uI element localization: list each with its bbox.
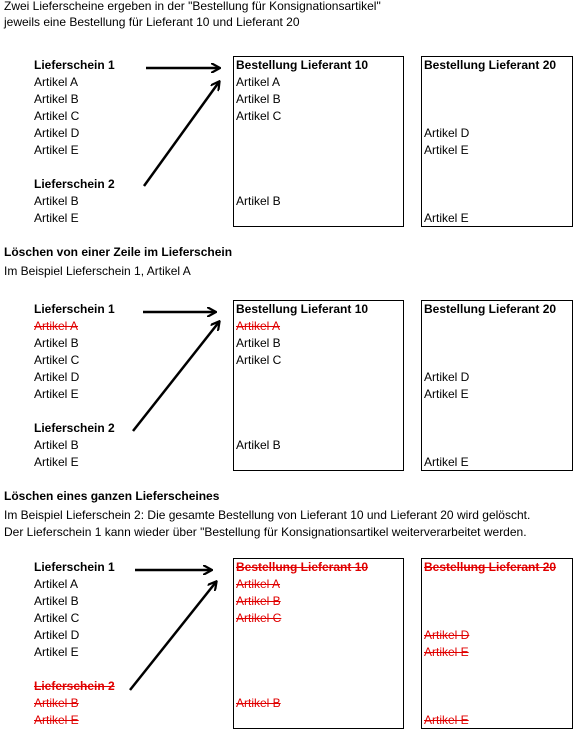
ls1-item: Artikel C — [34, 353, 80, 367]
lieferschein-2-title: Lieferschein 2 — [34, 421, 115, 435]
order-10-item-deleted: Artikel A — [236, 577, 281, 591]
order-10-title: Bestellung Lieferant 10 — [236, 302, 369, 316]
section-desc: Der Lieferschein 1 kann wieder über "Bestellung für Konsignationsartikel weiterverarbeitet werden. — [4, 525, 527, 539]
ls2-item-deleted: Artikel E — [34, 713, 79, 727]
ls1-item: Artikel B — [34, 336, 79, 350]
intro-line-2: jeweils eine Bestellung für Lieferant 10 und Lieferant 20 — [4, 15, 300, 29]
order-20-item-deleted: Artikel E — [424, 645, 469, 659]
order-10-item-deleted: Artikel C — [236, 611, 282, 625]
ls1-item: Artikel C — [34, 611, 80, 625]
lieferschein-1-title: Lieferschein 1 — [34, 302, 115, 316]
order-20-item: Artikel E — [424, 211, 469, 225]
section-desc: Im Beispiel Lieferschein 2: Die gesamte Bestellung von Lieferant 10 und Lieferant 20 wird gelöscht. — [4, 508, 531, 522]
order-10-item-deleted: Artikel A — [236, 319, 281, 333]
ls1-item: Artikel B — [34, 92, 79, 106]
ls2-item: Artikel E — [34, 455, 79, 469]
ls1-item: Artikel E — [34, 387, 79, 401]
ls2-item: Artikel B — [34, 438, 79, 452]
lieferschein-2-title-deleted: Lieferschein 2 — [34, 679, 115, 693]
order-10-item: Artikel A — [236, 75, 281, 89]
order-10-item: Artikel C — [236, 109, 282, 123]
ls1-item: Artikel D — [34, 370, 80, 384]
arrow-ls2-to-order10 — [130, 582, 216, 690]
ls1-item: Artikel B — [34, 594, 79, 608]
ls1-item: Artikel E — [34, 143, 79, 157]
lieferschein-1-title: Lieferschein 1 — [34, 58, 115, 72]
order-10-title-deleted: Bestellung Lieferant 10 — [236, 560, 369, 574]
order-10-item: Artikel B — [236, 438, 281, 452]
order-10-item-deleted: Artikel B — [236, 594, 281, 608]
order-10-title: Bestellung Lieferant 10 — [236, 58, 369, 72]
order-20-item-deleted: Artikel E — [424, 713, 469, 727]
order-10-item: Artikel C — [236, 353, 282, 367]
section-heading-delete-line: Löschen von einer Zeile im Lieferschein — [4, 245, 233, 259]
order-20-title: Bestellung Lieferant 20 — [424, 58, 557, 72]
order-20-item: Artikel E — [424, 387, 469, 401]
section-desc: Im Beispiel Lieferschein 1, Artikel A — [4, 264, 191, 278]
order-20-item: Artikel E — [424, 143, 469, 157]
order-10-item: Artikel B — [236, 336, 281, 350]
intro-line-1: Zwei Lieferscheine ergeben in der "Bestellung für Konsignationsartikel" — [4, 0, 381, 13]
ls1-item: Artikel C — [34, 109, 80, 123]
arrow-ls2-to-order10 — [144, 82, 219, 186]
section-heading-delete-document: Löschen eines ganzen Lieferscheines — [4, 489, 220, 503]
ls1-item: Artikel A — [34, 75, 79, 89]
order-10-item-deleted: Artikel B — [236, 696, 281, 710]
lieferschein-1-title: Lieferschein 1 — [34, 560, 115, 574]
ls1-item: Artikel D — [34, 126, 80, 140]
order-20-item: Artikel D — [424, 126, 470, 140]
ls2-item: Artikel E — [34, 211, 79, 225]
order-10-item: Artikel B — [236, 194, 281, 208]
ls1-item: Artikel E — [34, 645, 79, 659]
order-20-item: Artikel E — [424, 455, 469, 469]
order-20-title: Bestellung Lieferant 20 — [424, 302, 557, 316]
ls1-item: Artikel A — [34, 577, 79, 591]
ls1-item: Artikel D — [34, 628, 80, 642]
lieferschein-2-title: Lieferschein 2 — [34, 177, 115, 191]
order-10-item: Artikel B — [236, 92, 281, 106]
order-20-item: Artikel D — [424, 370, 470, 384]
ls2-item: Artikel B — [34, 194, 79, 208]
order-20-title-deleted: Bestellung Lieferant 20 — [424, 560, 557, 574]
order-20-item-deleted: Artikel D — [424, 628, 470, 642]
arrow-ls2-to-order10 — [133, 322, 219, 431]
ls1-item-deleted: Artikel A — [34, 319, 79, 333]
ls2-item-deleted: Artikel B — [34, 696, 79, 710]
